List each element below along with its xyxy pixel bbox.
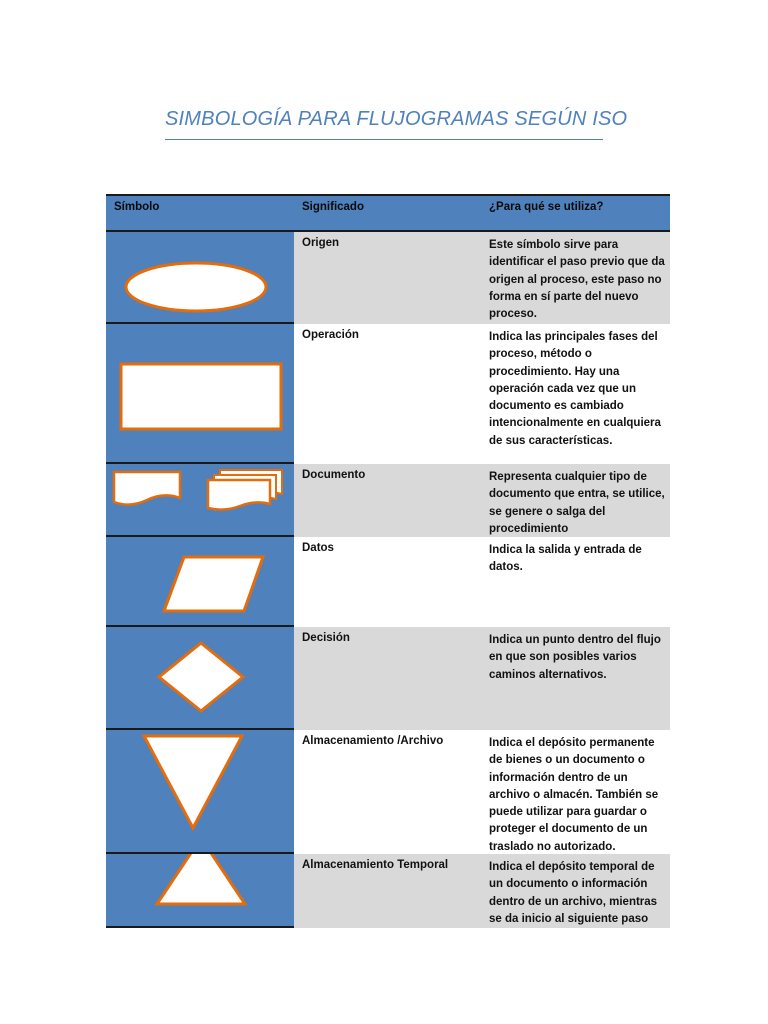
header-symbol: Símbolo (114, 201, 160, 213)
meaning-text: Operación (302, 329, 359, 341)
header-usage: ¿Para qué se utiliza? (489, 201, 604, 213)
symbol-cell (106, 627, 294, 730)
table-row (106, 627, 670, 730)
meaning-text: Almacenamiento Temporal (302, 859, 449, 871)
usage-text: Este símbolo sirve para identificar el paso previo que da origen al proceso, este paso no forma en sí parte del nuevo proceso. (489, 239, 665, 321)
ellipse-icon (106, 232, 294, 324)
meaning-text: Documento (302, 469, 366, 481)
usage-text: Indica un punto dentro del flujo en que son posibles varios caminos alternativos. (489, 634, 661, 681)
table-row (106, 232, 670, 324)
symbol-cell (106, 232, 294, 324)
page-title: SIMBOLOGÍA PARA FLUJOGRAMAS SEGÚN ISO (165, 108, 628, 130)
rectangle-icon (106, 324, 294, 464)
meaning-text: Origen (302, 237, 340, 249)
table-row (106, 854, 670, 928)
table-row (106, 537, 670, 627)
usage-text: Indica las principales fases del proceso, método o procedimiento. Hay una operación cada vez que un documento es cambiado intencionalmente en cualquiera de sus características. (489, 331, 661, 447)
table-row (106, 464, 670, 537)
symbol-cell (106, 730, 294, 854)
document-icon (106, 464, 294, 537)
symbol-cell (106, 324, 294, 464)
parallelogram-icon (106, 537, 294, 627)
text-cell (294, 627, 670, 730)
usage-text: Indica el depósito permanente de bienes o un documento o información dentro de un archivo o almacén. También se puede utilizar para guardar o proteger el documento de un traslado no autorizado. (489, 737, 659, 853)
symbol-cell (106, 854, 294, 928)
text-cell (294, 232, 670, 324)
meaning-text: Decisión (302, 632, 350, 644)
text-cell (294, 324, 670, 464)
usage-text: Representa cualquier tipo de documento que entra, se utilice, se genere o salga del procedimiento (489, 471, 665, 535)
title-underline (165, 139, 603, 140)
text-cell (294, 854, 670, 928)
diamond-icon (106, 627, 294, 730)
table-header (106, 194, 670, 232)
usage-text: Indica la salida y entrada de datos. (489, 544, 642, 574)
usage-text: Indica el depósito temporal de un documento o información dentro de un archivo, mientras se da inicio al siguiente paso (489, 861, 658, 925)
meaning-text: Almacenamiento /Archivo (302, 735, 444, 747)
meaning-text: Datos (302, 542, 334, 554)
table-row (106, 324, 670, 464)
text-cell (294, 730, 670, 854)
triangle-icon (106, 854, 294, 928)
inverted-triangle-icon (106, 730, 294, 854)
header-meaning: Significado (302, 201, 364, 213)
text-cell (294, 464, 670, 537)
text-cell (294, 537, 670, 627)
symbol-cell (106, 464, 294, 537)
table-row (106, 730, 670, 854)
symbol-cell (106, 537, 294, 627)
